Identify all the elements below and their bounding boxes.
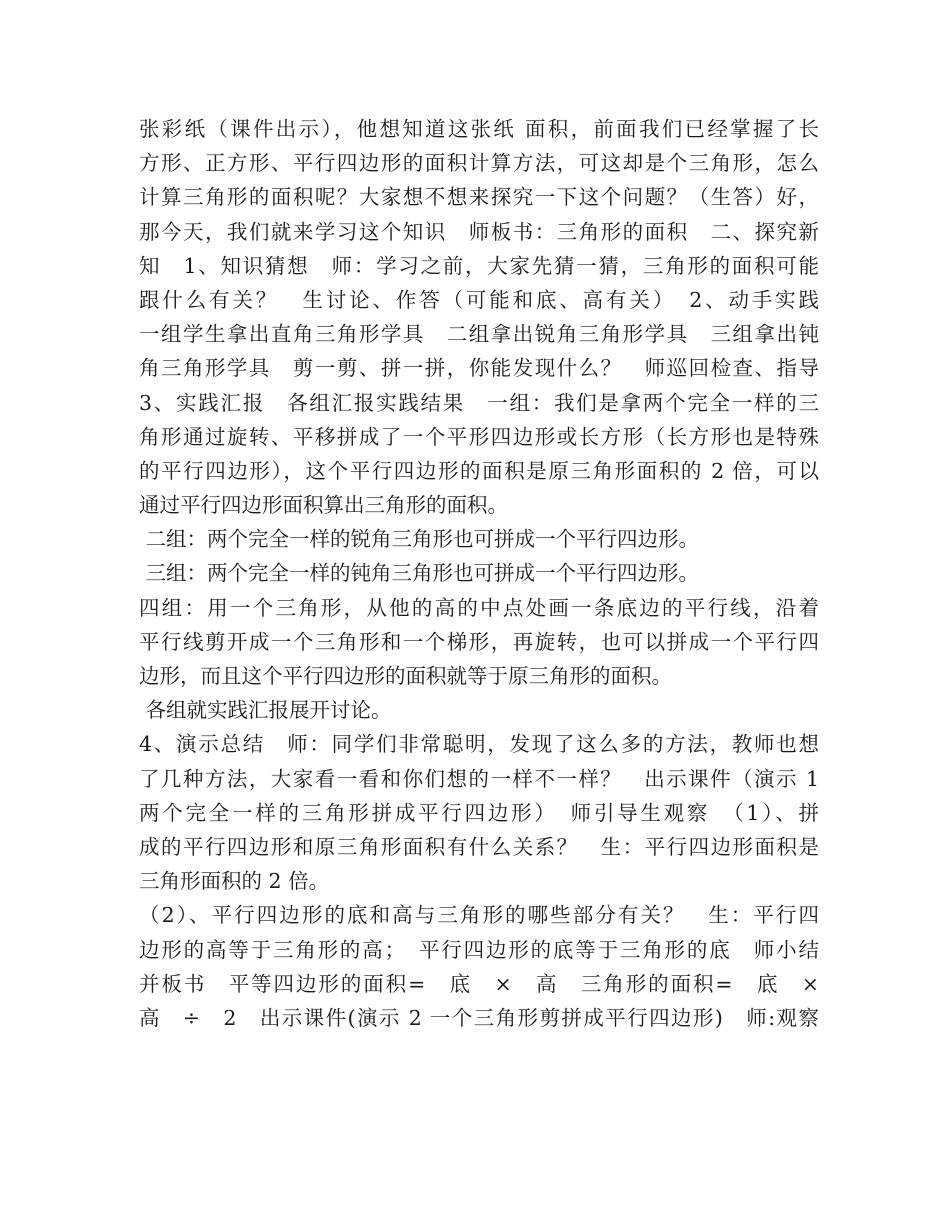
text-line: 3、实践汇报 各组汇报实践结果 一组：我们是拿两个完全一样的三 (139, 390, 819, 415)
text-line: 四组：用一个三角形，从他的高的中点处画一条底边的平行线，沿着 (139, 595, 819, 620)
text-line: 方形、正方形、平行四边形的面积计算方法，可这却是个三角形，怎么 (139, 151, 819, 176)
text-line: 角形通过旋转、平移拼成了一个平形四边形或长方形（长方形也是特殊 (139, 424, 819, 449)
text-line: 的平行四边形），这个平行四边形的面积是原三角形面积的 2 倍，可以 (139, 458, 819, 483)
text-line: 了几种方法，大家看一看和你们想的一样不一样？ 出示课件（演示 1 (139, 766, 819, 791)
text-line: （2）、平行四边形的底和高与三角形的哪些部分有关？ 生：平行四 (139, 903, 819, 928)
text-line: 平行线剪开成一个三角形和一个梯形，再旋转，也可以拼成一个平行四 (139, 629, 819, 654)
text-line: 边形的高等于三角形的高； 平行四边形的底等于三角形的底 师小结 (139, 937, 819, 962)
text-line: 三角形面积的 2 倍。 (139, 869, 330, 894)
text-line: 高 ÷ 2 出示课件(演示 2 一个三角形剪拼成平行四边形) 师:观察 (139, 1005, 819, 1030)
text-line: 知 1、知识猜想 师：学习之前，大家先猜一猜，三角形的面积可能 (139, 253, 819, 278)
text-line: 三组：两个完全一样的钝角三角形也可拼成一个平行四边形。 (139, 561, 700, 586)
text-line: 角三角形学具 剪一剪、拼一拼，你能发现什么？ 师巡回检查、指导 (139, 356, 819, 381)
text-line: 通过平行四边形面积算出三角形的面积。 (139, 493, 508, 518)
text-line: 成的平行四边形和原三角形面积有什么关系？ 生：平行四边形面积是 (139, 834, 819, 859)
text-line: 两个完全一样的三角形拼成平行四边形） 师引导生观察 （1）、拼 (139, 800, 819, 825)
text-line: 二组：两个完全一样的锐角三角形也可拼成一个平行四边形。 (139, 527, 700, 552)
text-line: 跟什么有关？ 生讨论、作答（可能和底、高有关） 2、动手实践 (139, 287, 819, 312)
text-line: 各组就实践汇报展开讨论。 (139, 698, 392, 723)
text-line: 边形，而且这个平行四边形的面积就等于原三角形的面积。 (139, 664, 672, 688)
text-line: 4、演示总结 师：同学们非常聪明，发现了这么多的方法，教师也想 (139, 732, 819, 757)
text-line: 计算三角形的面积呢？大家想不想来探究一下这个问题？（生答）好， (139, 185, 819, 210)
text-line: 那今天，我们就来学习这个知识 师板书：三角形的面积 二、探究新 (139, 219, 819, 244)
text-line: 张彩纸（课件出示），他想知道这张纸 面积，前面我们已经掌握了长 (139, 117, 819, 141)
text-line: 并板书 平等四边形的面积= 底 × 高 三角形的面积= 底 × (139, 971, 819, 996)
text-line: 一组学生拿出直角三角形学具 二组拿出锐角三角形学具 三组拿出钝 (139, 322, 819, 347)
document-body (139, 112, 819, 1035)
